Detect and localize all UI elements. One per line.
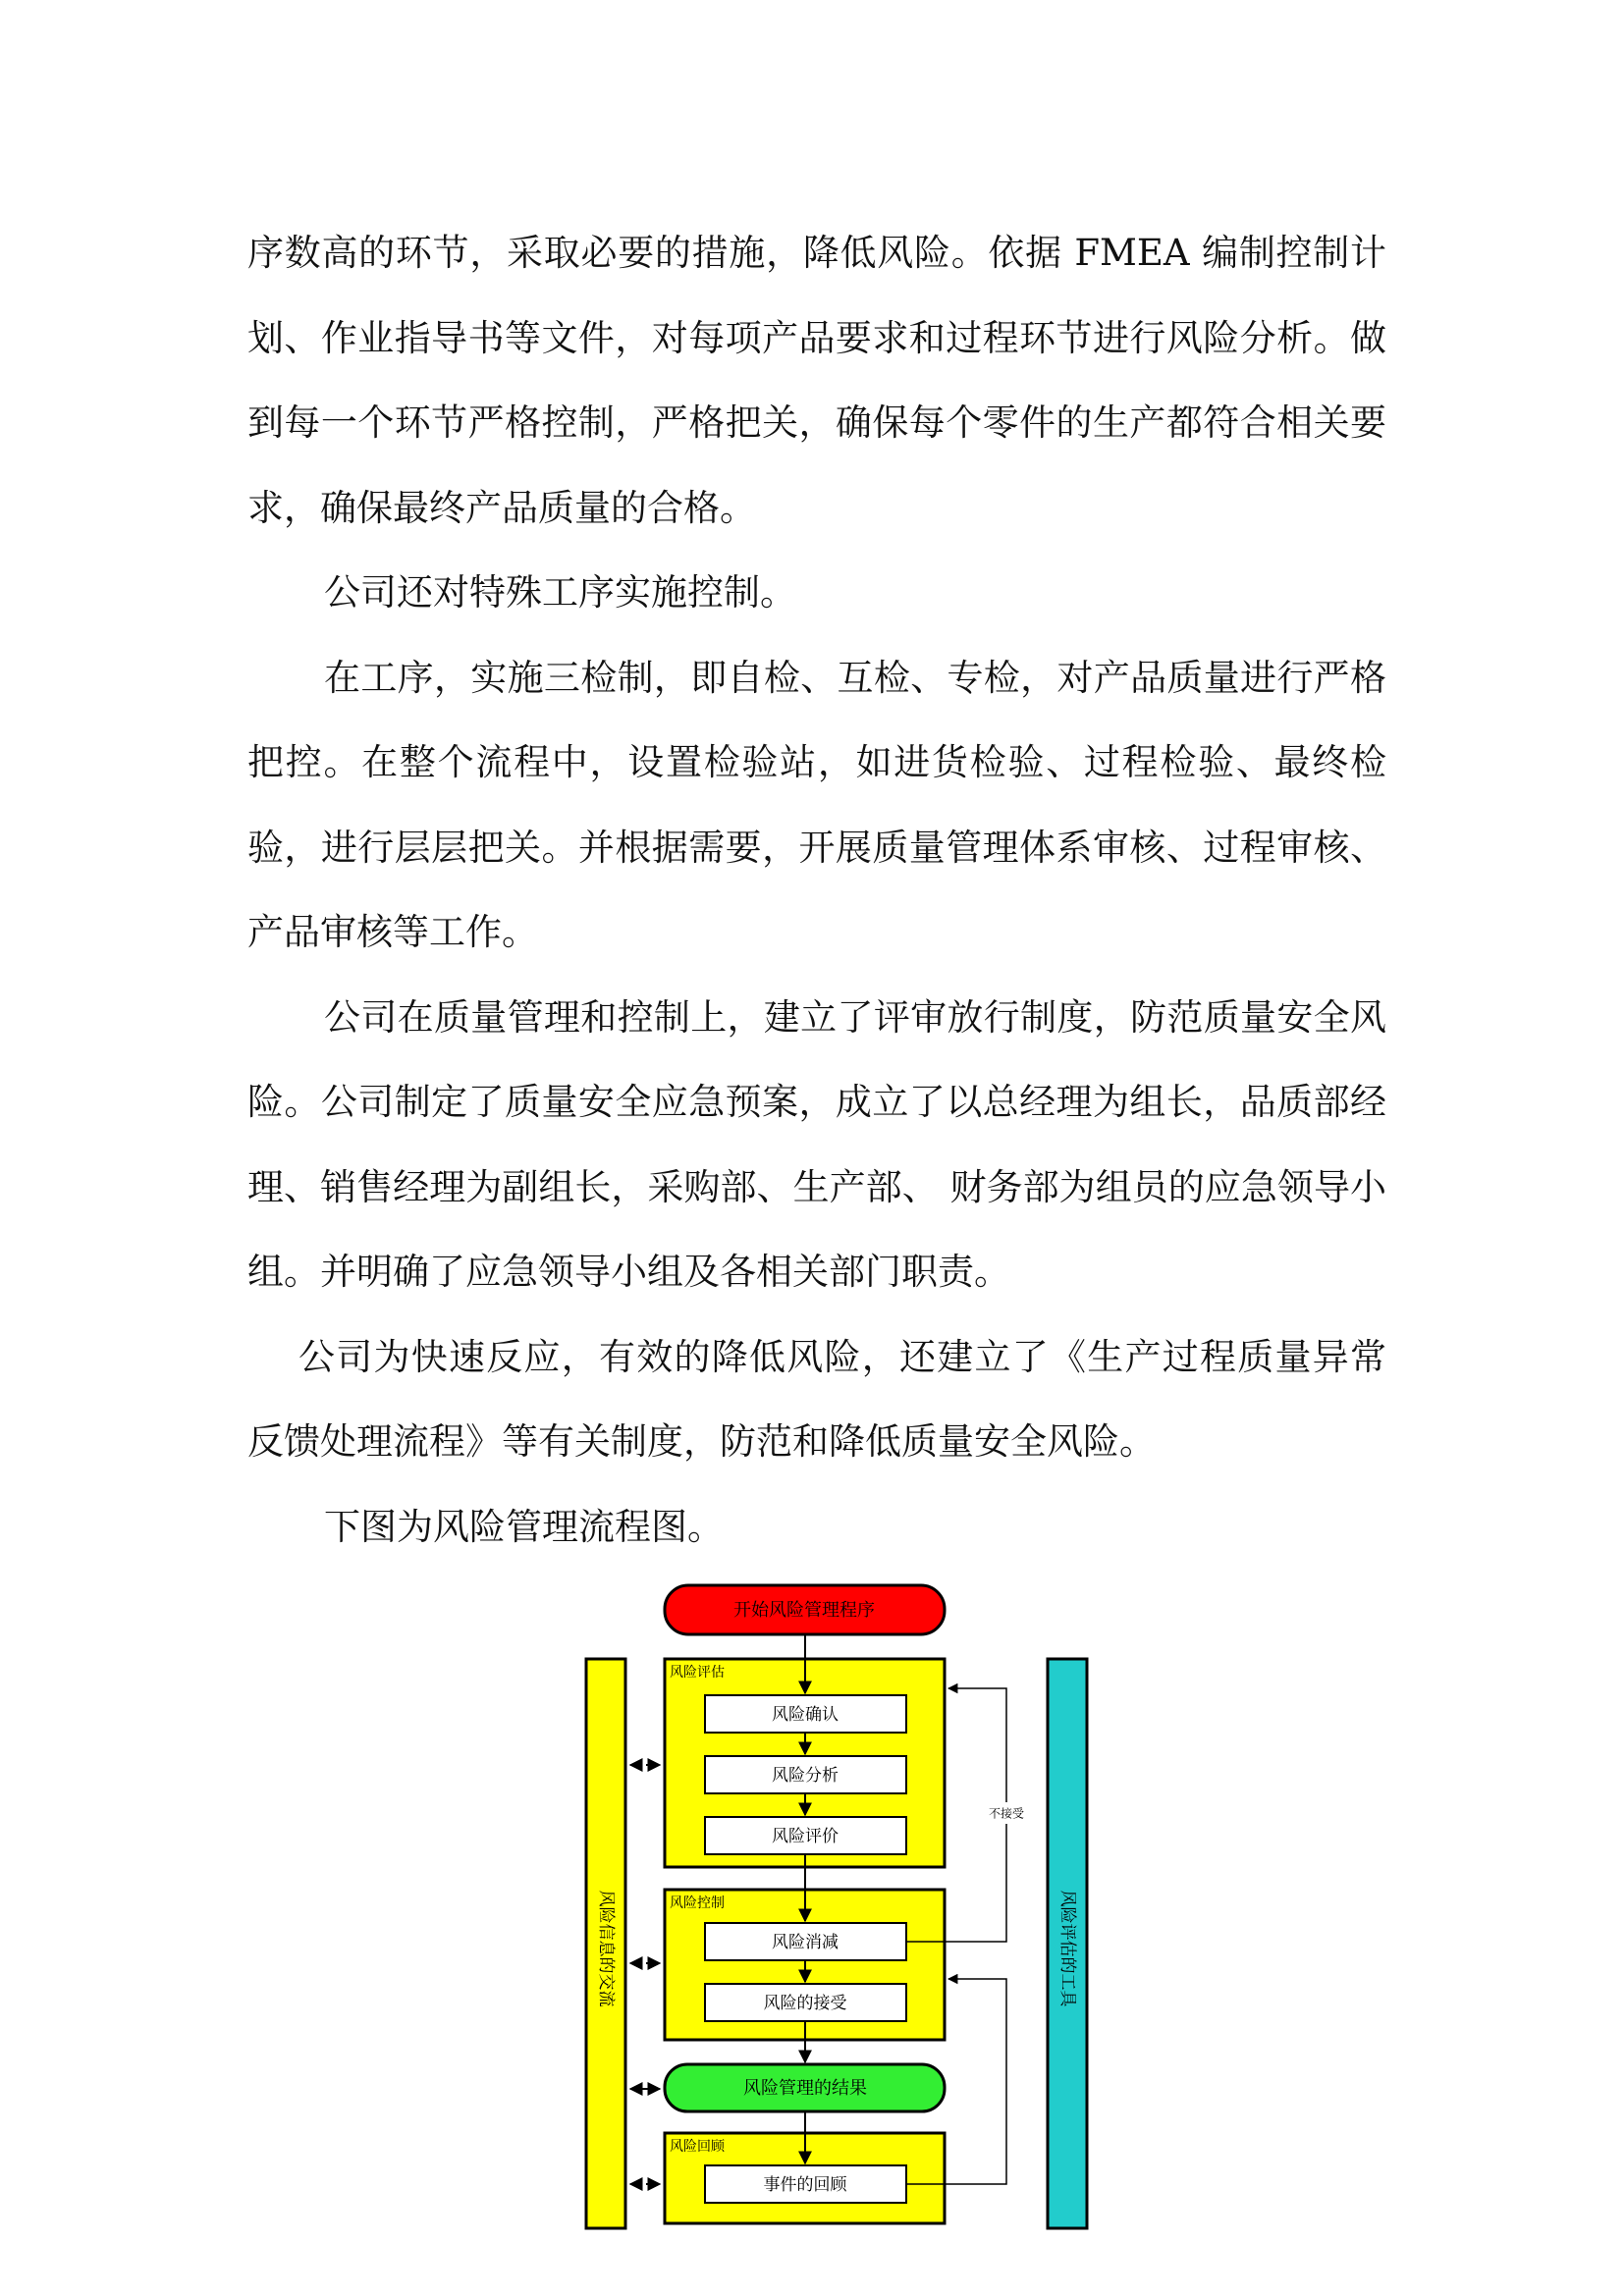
reject-label: 不接受: [988, 1806, 1025, 1821]
result-node-label: 风险管理的结果: [743, 2078, 867, 2099]
step-risk-analysis-label: 风险分析: [772, 1766, 839, 1786]
communication-arrows: [630, 1765, 660, 2184]
paragraph-quick-response: 公司为快速反应，有效的降低风险，还建立了《生产过程质量异常反馈处理流程》等有关制度，防范和降低质量安全风险。: [247, 1335, 1386, 1463]
group-control-title: 风险控制: [670, 1896, 725, 1911]
paragraph-three-inspection: 在工序，实施三检制，即自检、互检、专检，对产品质量进行严格把控。在整个流程中，设置检验站，如进货检验、过程检验、最终检验，进行层层把关。并根据需要，开展质量管理体系审核、过程审核、产品审核等工作。: [247, 656, 1386, 953]
step-event-review-label: 事件的回顾: [763, 2175, 847, 2195]
group-assessment-title: 风险评估: [670, 1665, 725, 1681]
start-node-label: 开始风险管理程序: [733, 1600, 875, 1621]
step-risk-reduction-label: 风险消减: [772, 1933, 839, 1952]
paragraph-figure-intro: 下图为风险管理流程图。: [324, 1505, 724, 1548]
group-review-title: 风险回顾: [670, 2139, 725, 2155]
right-bar-label: 风险评估的工具: [1057, 1890, 1077, 2007]
paragraph-special-process: 公司还对特殊工序实施控制。: [324, 571, 796, 614]
step-risk-identification-label: 风险确认: [772, 1705, 839, 1725]
paragraph-fmea: 序数高的环节，采取必要的措施，降低风险。依据 FMEA 编制控制计划、作业指导书等文件，对每项产品要求和过程环节进行风险分析。做到每一个环节严格控制，严格把关，确保每个零件的生产都符合相关要求，确保最终产品质量的合格。: [247, 232, 1386, 529]
step-risk-evaluation-label: 风险评价: [772, 1827, 839, 1846]
paragraph-release-system: 公司在质量管理和控制上，建立了评审放行制度，防范质量安全风险。公司制定了质量安全应急预案，成立了以总经理为组长，品质部经理、销售经理为副组长，采购部、生产部、 财务部为组员的应急领导小组。并明确了应急领导小组及各相关部门职责。: [247, 995, 1386, 1293]
left-bar-label: 风险信息的交流: [596, 1890, 616, 2007]
step-risk-acceptance-label: 风险的接受: [763, 1994, 847, 2013]
